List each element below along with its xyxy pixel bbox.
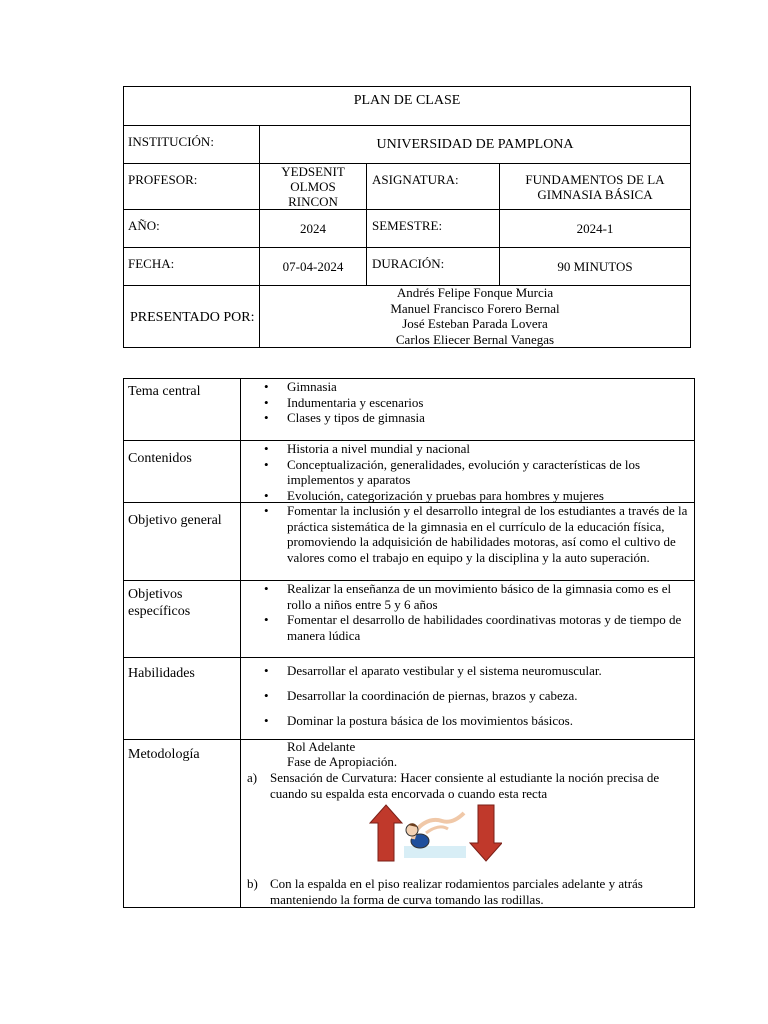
presentado-names	[260, 285, 690, 347]
metodologia-step	[247, 770, 691, 801]
item-text: Historia a nivel mundial y nacional	[287, 441, 471, 456]
list-item	[264, 683, 693, 708]
divider	[123, 739, 695, 740]
item-text: Clases y tipos de gimnasia	[287, 410, 425, 425]
list-item	[264, 708, 693, 733]
metodologia-step	[247, 876, 691, 907]
bullet: •	[264, 394, 269, 410]
anio-label: AÑO:	[128, 217, 160, 233]
list-item	[247, 876, 691, 907]
floor-mat	[404, 846, 466, 858]
bullet: •	[264, 688, 269, 703]
bullet: •	[264, 713, 269, 728]
bullet: •	[264, 503, 269, 518]
bullet: •	[264, 441, 269, 456]
contenidos-label: Contenidos	[128, 451, 192, 466]
arrow-down-icon	[470, 805, 502, 861]
duracion-value: 90 MINUTOS	[557, 259, 633, 274]
bullet: •	[264, 379, 269, 394]
arrow-up-icon	[370, 805, 402, 861]
list-item	[264, 456, 693, 488]
anio-value: 2024	[300, 221, 326, 236]
metodologia-label: Metodología	[128, 747, 200, 762]
list-item	[264, 612, 693, 643]
forward-roll-illustration	[368, 803, 502, 863]
institucion-value: UNIVERSIDAD DE PAMPLONA	[376, 136, 574, 152]
objetivo-general-label: Objetivo general	[128, 513, 222, 528]
semestre-value: 2024-1	[576, 221, 614, 236]
item-text: Fomentar la inclusión y el desarrollo integral de los estudiantes a través de la práctica sistemática de la gimnasia en el currículo de la educación física, promoviendo la adquisición de habilidades motoras, así como el cultivo de valores como el trabajo en equipo y la disciplina y la auto superación.	[287, 503, 688, 565]
item-text: Realizar la enseñanza de un movimiento básico de la gimnasia como es el rollo a niños entre 5 y 6 años	[287, 581, 672, 612]
item-text: Desarrollar la coordinación de piernas, brazos y cabeza.	[287, 688, 578, 703]
item-text: Fomentar el desarrollo de habilidades coordinativas motoras y de tiempo de manera lúdica	[287, 612, 682, 643]
list-item	[264, 441, 693, 457]
objetivos-especificos-label	[128, 586, 190, 620]
contenidos-list	[264, 441, 693, 503]
asignatura-label: ASIGNATURA:	[372, 171, 459, 187]
item-text: Gimnasia	[287, 379, 337, 394]
item-text: Con la espalda en el piso realizar rodamientos parciales adelante y atrás manteniendo la forma de curva tomando las rodillas.	[270, 876, 643, 907]
institucion-label: INSTITUCIÓN:	[128, 133, 214, 149]
author-name: Manuel Francisco Forero Bernal	[390, 300, 560, 316]
asignatura-value: FUNDAMENTOS DE LA GIMNASIA BÁSICA	[525, 171, 665, 202]
step-marker: a)	[247, 770, 258, 785]
bullet: •	[264, 487, 269, 503]
author-name: Carlos Eliecer Bernal Vanegas	[395, 331, 555, 347]
habilidades-list	[264, 658, 693, 733]
list-item	[264, 658, 693, 683]
tema-list	[264, 379, 693, 426]
item-text: Desarrollar el aparato vestibular y el sistema neuromuscular.	[287, 663, 602, 678]
item-text: Evolución, categorización y pruebas para hombres y mujeres	[287, 487, 604, 503]
fecha-label: FECHA:	[128, 255, 175, 271]
list-item	[264, 379, 693, 395]
list-item	[264, 503, 693, 565]
label-line: específicos	[128, 604, 191, 619]
semestre-label: SEMESTRE:	[372, 217, 443, 233]
objetivos-especificos-list	[264, 581, 693, 643]
author-name: José Esteban Parada Lovera	[402, 316, 548, 331]
bullet: •	[264, 456, 269, 472]
metodologia-line: Rol Adelante	[287, 739, 356, 754]
list-item	[247, 770, 691, 801]
bullet: •	[264, 410, 269, 425]
bullet: •	[264, 612, 269, 627]
page-title: PLAN DE CLASE	[353, 92, 461, 108]
profesor-label: PROFESOR:	[128, 171, 198, 187]
habilidades-label: Habilidades	[128, 666, 195, 681]
metodologia-line: Fase de Apropiación.	[287, 754, 398, 769]
list-item	[264, 394, 693, 411]
bullet: •	[264, 581, 269, 596]
item-text: Indumentaria y escenarios	[287, 394, 424, 410]
item-text: Sensación de Curvatura: Hacer consiente al estudiante la noción precisa de cuando su espalda esta encorvada o cuando esta recta	[270, 770, 660, 801]
presentado-label: PRESENTADO POR:	[130, 309, 255, 325]
divider	[240, 378, 241, 908]
author-name: Andrés Felipe Fonque Murcia	[396, 285, 554, 300]
label-line: Objetivos	[128, 587, 183, 602]
list-item	[264, 487, 693, 504]
duracion-label: DURACIÓN:	[372, 255, 445, 271]
fecha-value: 07-04-2024	[282, 259, 344, 274]
step-marker: b)	[247, 876, 258, 891]
list-item	[264, 581, 693, 612]
tema-label: Tema central	[128, 384, 201, 399]
objetivo-general-list	[264, 503, 693, 565]
profesor-value: YEDSENIT OLMOS RINCON	[281, 164, 345, 209]
item-text: Dominar la postura básica de los movimientos básicos.	[287, 713, 573, 728]
gymnast-figure	[406, 813, 464, 848]
list-item	[264, 410, 693, 426]
bullet: •	[264, 663, 269, 678]
item-text: Conceptualización, generalidades, evolución y características de los implementos y aparatos	[287, 456, 641, 487]
